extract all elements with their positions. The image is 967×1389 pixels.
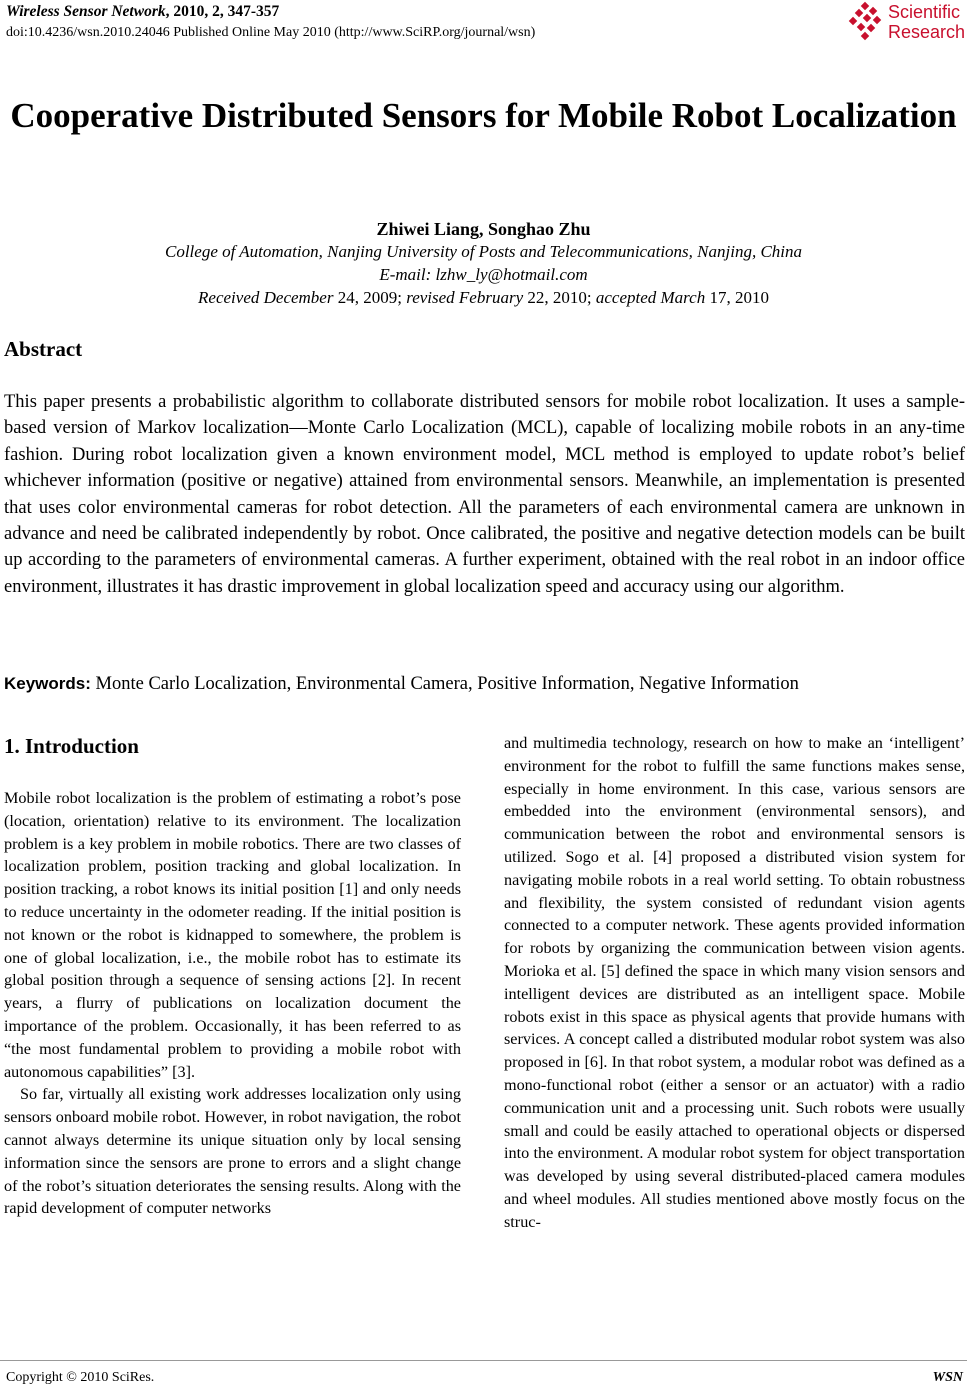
logo-text-research: Research	[888, 22, 966, 42]
doi-line: doi:10.4236/wsn.2010.24046 Published Online May 2010 (http://www.SciRP.org/journal/wsn)	[6, 25, 536, 40]
body-paragraph: and multimedia technology, research on how to make an ‘intelligent’ environment for the robot to fulfill the same functions makes sense, especially in home environment. In this case, various sensors are embedded into the environment (environmental sensors), and communication between the robot and environmental sensors is utilized. Sogo et al. [4] proposed a distributed vision system for navigating mobile robots in a real world setting. To obtain robustness and flexibility, the system consisted of redundant vision agents connected to a computer network. These agents provided information for robots by organizing the communication between vision agents. Morioka et al. [5] defined the space in which many vision sensors and intelligent devices are distributed as an intelligent space. Mobile robots exist in this space as physical agents that provide humans with services. A concept called a distributed modular robot system was also proposed in [6]. In that robot system, a modular robot was defined as a mono-functional robot (either a sensor or an actuator) with a radio communication unit and a processing unit. Such robots were usually small and could be easily attached to operational objects or dispersed into the environment. A modular robot system for object transportation was developed by using several distributed-placed camera modules and wheel modules. All studies mentioned above mostly focus on the struc-	[504, 734, 965, 1231]
keywords	[4, 672, 799, 696]
journal-citation	[6, 3, 279, 21]
received-label: Received December	[198, 288, 334, 307]
keywords-text: Monte Carlo Localization, Environmental Camera, Positive Information, Negative Information	[90, 674, 799, 694]
accepted-date: 17, 2010	[705, 288, 769, 307]
right-column	[504, 732, 965, 1234]
publisher-logo	[848, 2, 966, 44]
email-address: lzhw_ly@hotmail.com	[435, 265, 588, 284]
revised-date: 22, 2010;	[523, 288, 596, 307]
footer-divider	[0, 1360, 967, 1361]
scientific-research-diamond-logo-icon	[848, 2, 888, 42]
journal-volume: , 2010, 2, 347-357	[165, 3, 280, 20]
body-paragraph: So far, virtually all existing work addresses localization only using sensors onboard mobile robot. However, in robot navigation, the robot cannot always determine its unique situation only by local sensing information since the sensors are prone to errors and a slight change of the robot’s situation deteriorates the sensing results. Along with the rapid development of computer networks	[4, 1085, 461, 1218]
abstract-heading: Abstract	[4, 337, 83, 361]
journal-name: Wireless Sensor Network	[6, 3, 166, 20]
abstract-text: This paper presents a probabilistic algorithm to collaborate distributed sensors for mobile robot localization. It uses a sample-based version of Markov localization—Monte Carlo Localization (MCL), capable of localizing mobile robots in an any-time fashion. During robot localization given a known environment model, MCL method is employed to update robot’s belief whichever information (positive or negative) attained from environmental sensors. Meanwhile, an implementation is presented that uses color environmental cameras for robot detection. All the parameters of each environmental camera are unknown in advance and need be calibrated independently by robot. Once calibrated, the positive and negative detection models can be built up according to the parameters of environmental cameras. A further experiment, obtained with the real robot in an indoor office environment, illustrates it has drastic improvement in global localization speed and accuracy using our algorithm.	[4, 392, 965, 597]
received-date: 24, 2009;	[333, 288, 407, 307]
footer-journal-abbr: WSN	[932, 1370, 963, 1385]
paper-title: Cooperative Distributed Sensors for Mobile Robot Localization	[10, 96, 957, 135]
left-column	[4, 787, 461, 1220]
author-email: E-mail: lzhw_ly@hotmail.com	[379, 265, 588, 284]
body-paragraph: Mobile robot localization is the problem of estimating a robot’s pose (location, orientation) relative to its environment. The localization problem is a key problem in mobile robotics. There are two classes of localization problem, position tracking and global localization. In position tracking, a robot knows its initial position [1] and only needs to reduce uncertainty in the odometer reading. If the initial position is not known or the robot is kidnapped to somewhere, the problem is one of global localization, i.e., the mobile robot has to estimate its global position through a sequence of sensing actions [2]. In recent years, a flurry of publications on localization document the importance of the problem. Occasionally, it has been referred to as “the most fundamental problem to providing a mobile robot with autonomous capabilities” [3].	[4, 789, 461, 1081]
accepted-label: accepted March	[595, 288, 706, 307]
revised-label: revised February	[406, 288, 524, 307]
email-label: E-mail	[379, 265, 426, 284]
paper-authors: Zhiwei Liang, Songhao Zhu	[376, 219, 591, 239]
keywords-label: Keywords:	[4, 674, 91, 693]
section-heading-introduction: 1. Introduction	[4, 734, 139, 758]
footer-copyright: Copyright © 2010 SciRes.	[6, 1370, 155, 1385]
logo-text-scientific: Scientific	[888, 2, 961, 22]
author-affiliation: College of Automation, Nanjing University of Posts and Telecommunications, Nanjing, China	[164, 242, 803, 261]
paper-dates	[0, 287, 967, 309]
